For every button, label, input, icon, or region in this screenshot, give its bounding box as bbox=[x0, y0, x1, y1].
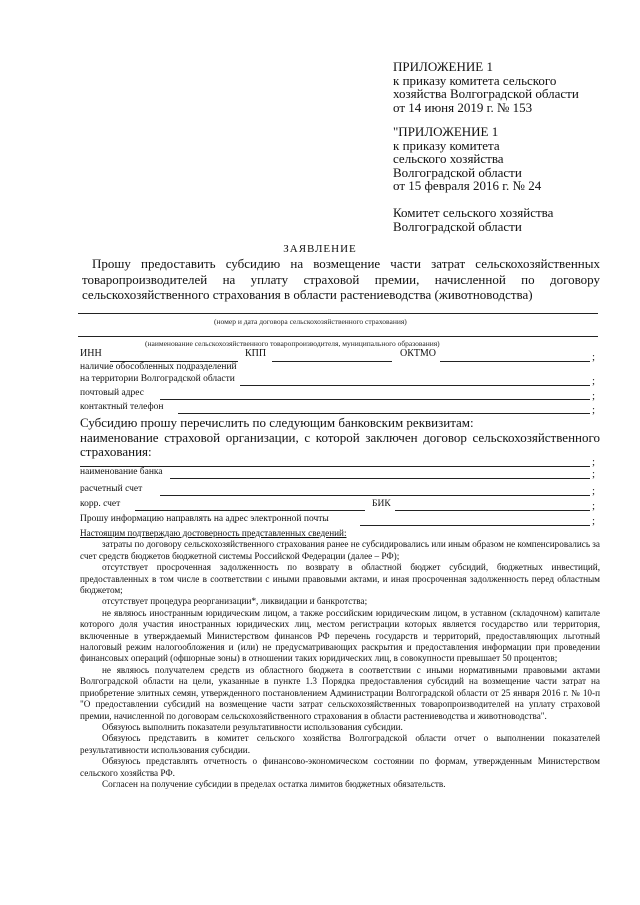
bank-request-text: Субсидию прошу перечислить по следующим банковским реквизитам: bbox=[80, 415, 474, 430]
line-end-semicolon: ; bbox=[592, 404, 596, 416]
header-line: ПРИЛОЖЕНИЕ 1 bbox=[393, 59, 493, 74]
header-line: к приказу комитета bbox=[393, 137, 500, 153]
insurer-text: наименование страховой организации, с которой заключен договор сельскохозяйственного страхования: bbox=[80, 430, 600, 459]
phone-field[interactable] bbox=[178, 413, 590, 414]
account-label: расчетный счет bbox=[80, 484, 143, 494]
header-line: Волгоградской области bbox=[393, 218, 522, 234]
corr-account-field[interactable] bbox=[135, 510, 365, 511]
header-line: к приказу комитета сельского bbox=[393, 72, 557, 88]
addressee-block bbox=[393, 206, 553, 233]
header-line: "ПРИЛОЖЕНИЕ 1 bbox=[393, 124, 499, 139]
declaration-item: Согласен на получение субсидии в пределах остатка лимитов бюджетных обязательств. bbox=[102, 778, 446, 789]
line-end-semicolon: ; bbox=[592, 515, 596, 527]
postal-label: почтовый адрес bbox=[80, 388, 144, 398]
bank-name-field[interactable] bbox=[170, 478, 590, 479]
branches-field[interactable] bbox=[240, 385, 590, 386]
appendix-header-2019 bbox=[393, 60, 579, 114]
postal-field[interactable] bbox=[160, 399, 590, 400]
branches-label-1: наличие обособленных подразделений bbox=[80, 362, 237, 372]
declaration-item: отсутствует просроченная задолженность по возврату в областной бюджет субсидий, бюджетных инвестиций, предоставленных в том числе в соответствии с иными правовыми актами, и иная просроченная задолженность перед областным бюджетом; bbox=[80, 562, 600, 596]
header-line: хозяйства Волгоградской области bbox=[393, 86, 579, 102]
header-line: от 14 июня 2019 г. № 153 bbox=[393, 99, 533, 115]
branches-label-2: на территории Волгоградской области bbox=[80, 374, 235, 384]
line-end-semicolon: ; bbox=[592, 468, 596, 480]
declaration-item: Обязуюсь выполнить показатели результативности использования субсидии. bbox=[102, 721, 403, 732]
header-line: Комитет сельского хозяйства bbox=[393, 205, 554, 220]
bik-label: БИК bbox=[372, 499, 391, 509]
document-title: ЗАЯВЛЕНИЕ bbox=[283, 243, 357, 255]
contract-field-line[interactable] bbox=[78, 313, 598, 314]
inn-label: ИНН bbox=[80, 348, 102, 359]
declarations bbox=[80, 528, 600, 790]
line-end-semicolon: ; bbox=[592, 456, 596, 468]
declaration-item: не являюсь получателем средств из областного бюджета в соответствии с иными нормативными правовыми актами Волгоградской области на цели, указанные в пункте 1.3 Порядка предоставления субсидий на возмещение части затрат на приобретение элитных семян, утвержденного постановлением Администрации Волгоградской области от 25 января 2016 г. № 10-п "О предоставлении субсидий на возмещение части затрат сельскохозяйственных товаропроизводителей на уплату страховой премии, начисленной по договорам сельскохозяйственного страхования в области растениеводства и животноводства". bbox=[80, 664, 600, 721]
oktmo-label: ОКТМО bbox=[400, 348, 436, 359]
line-end-semicolon: ; bbox=[592, 485, 596, 497]
kpp-label: КПП bbox=[245, 348, 267, 359]
declaration-item: затраты по договору сельскохозяйственного страхования ранее не субсидировались или иным образом не компенсировались за счет средств бюджетов бюджетной системы Российской Федерации (далее – РФ); bbox=[80, 539, 601, 561]
line-end-semicolon: ; bbox=[592, 351, 596, 363]
line-end-semicolon: ; bbox=[592, 500, 596, 512]
line-end-semicolon: ; bbox=[592, 375, 596, 387]
email-field[interactable] bbox=[360, 525, 590, 526]
bik-field[interactable] bbox=[395, 510, 590, 511]
producer-caption: (наименование сельскохозяйственного товаропроизводителя, муниципального образования) bbox=[145, 339, 440, 348]
confirm-heading: Настоящим подтверждаю достоверность представленных сведений: bbox=[80, 528, 347, 538]
declaration-item: не являюсь иностранным юридическим лицом, а также российским юридическим лицом, в уставном (складочном) капитале которого доля участия иностранных юридических лиц, местом регистрации которых является государство или территория, включенные в утверждаемый Министерством финансов РФ перечень государств и территорий, предоставляющих льготный налоговый режим налогообложения и (или) не предусматривающих раскрытия и предоставления информации при проведении финансовых операций (офшорные зоны) в отношении таких юридических лиц, в совокупности превышает 50 процентов; bbox=[80, 607, 600, 664]
producer-field-line[interactable] bbox=[78, 336, 598, 337]
email-label: Прошу информацию направлять на адрес электронной почты bbox=[80, 514, 329, 524]
line-end-semicolon: ; bbox=[592, 390, 596, 402]
intro-paragraph: Прошу предоставить субсидию на возмещение части затрат сельскохозяйственных товаропроизводителей на уплату страховой премии, начисленной по договору сельскохозяйственного страхования в области растениеводства (животноводства) bbox=[82, 256, 600, 302]
header-line: сельского хозяйства bbox=[393, 151, 504, 167]
phone-label: контактный телефон bbox=[80, 402, 164, 412]
declaration-item: отсутствует процедура реорганизации*, ликвидации и банкротства; bbox=[102, 596, 368, 607]
contract-caption: (номер и дата договора сельскохозяйственного страхования) bbox=[214, 317, 407, 326]
header-line: Волгоградской области bbox=[393, 164, 522, 180]
bank-name-label: наименование банка bbox=[80, 467, 163, 477]
appendix-header-2016 bbox=[393, 125, 541, 193]
kpp-field[interactable] bbox=[272, 361, 392, 362]
declaration-item: Обязуюсь представлять отчетность о финансово-экономическом состоянии по формам, утвержденным Министерством сельского хозяйства РФ. bbox=[80, 756, 600, 778]
oktmo-field[interactable] bbox=[440, 361, 590, 362]
declaration-item: Обязуюсь представить в комитет сельского хозяйства Волгоградской области отчет о выполнении показателей результативности использования субсидии. bbox=[80, 733, 600, 755]
corr-account-label: корр. счет bbox=[80, 499, 121, 509]
account-field[interactable] bbox=[160, 495, 590, 496]
header-line: от 15 февраля 2016 г. № 24 bbox=[393, 178, 542, 194]
